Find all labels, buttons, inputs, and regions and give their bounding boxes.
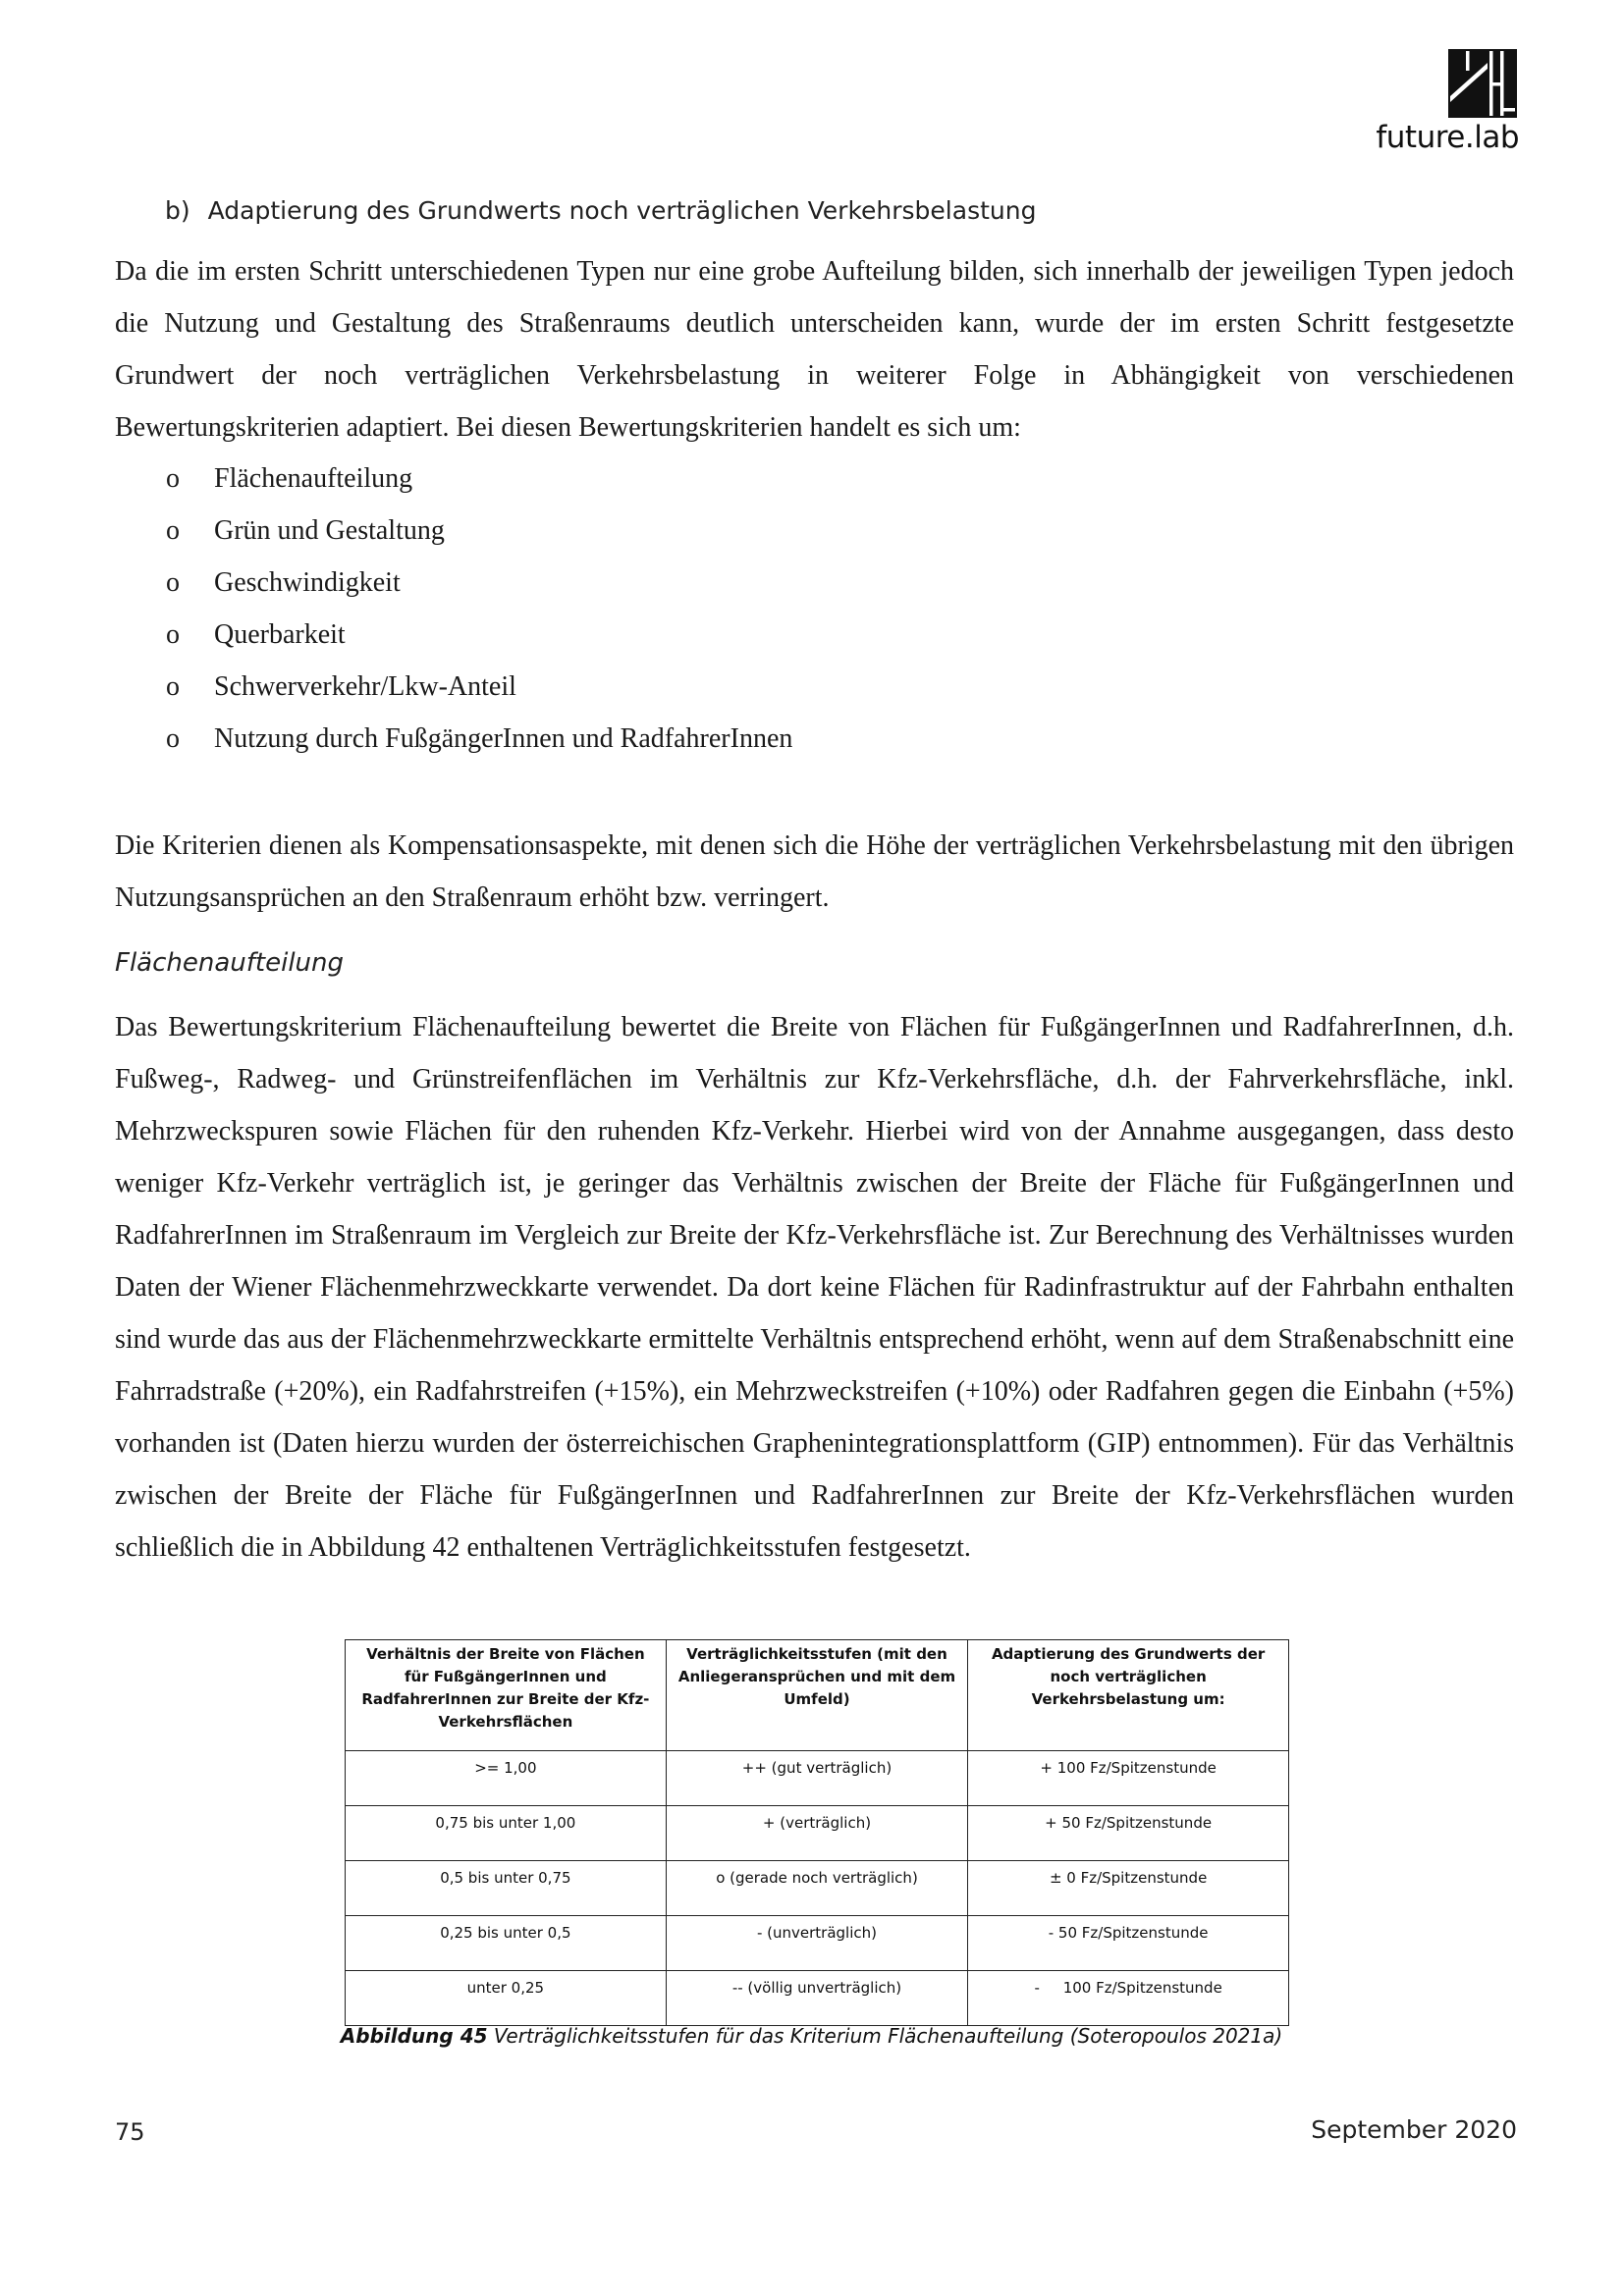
table-header-row xyxy=(346,1640,1289,1751)
table-header-cell: Verhältnis der Breite von Flächen für FußgängerInnen und RadfahrerInnen zur Breite der Kfz-Verkehrsflächen xyxy=(346,1640,667,1751)
table-header-cell: Verträglichkeitsstufen (mit den Anliegeransprüchen und mit dem Umfeld) xyxy=(666,1640,968,1751)
table-cell: 0,25 bis unter 0,5 xyxy=(346,1916,667,1971)
bullet-marker: o xyxy=(166,671,180,702)
table-cell: + (verträglich) xyxy=(666,1806,968,1861)
table-cell: - 50 Fz/Spitzenstunde xyxy=(968,1916,1289,1971)
future-lab-logo xyxy=(1347,49,1519,159)
caption-label: Abbildung 45 xyxy=(340,2024,488,2048)
table-cell: - (unverträglich) xyxy=(666,1916,968,1971)
list-item: o Nutzung durch FußgängerInnen und RadfahrerInnen xyxy=(115,713,792,765)
table-header-cell: Adaptierung des Grundwerts der noch verträglichen Verkehrsbelastung um: xyxy=(968,1640,1289,1751)
table-cell: unter 0,25 xyxy=(346,1971,667,2026)
section-heading: Flächenaufteilung xyxy=(115,948,345,978)
figure-caption xyxy=(0,2024,1623,2048)
compatibility-table xyxy=(345,1639,1289,2026)
table-cell: o (gerade noch verträglich) xyxy=(666,1861,968,1916)
compensation-paragraph: Die Kriterien dienen als Kompensationsaspekte, mit denen sich die Höhe der verträglichen Verkehrsbelastung mit den übrigen Nutzungsansprüchen an den Straßenraum erhöht bzw. verringert. xyxy=(115,830,1514,913)
bullet-marker: o xyxy=(166,515,180,546)
bullet-marker: o xyxy=(166,619,180,650)
list-item: o Querbarkeit xyxy=(115,609,792,661)
table-cell: 0,75 bis unter 1,00 xyxy=(346,1806,667,1861)
subheading xyxy=(165,196,1036,225)
list-item: o Flächenaufteilung xyxy=(115,453,792,505)
criteria-list xyxy=(115,453,792,765)
table-cell: ++ (gut verträglich) xyxy=(666,1751,968,1806)
caption-text: Verträglichkeitsstufen für das Kriterium Flächenaufteilung (Soteropoulos 2021a) xyxy=(487,2024,1283,2048)
area-paragraph: Das Bewertungskriterium Flächenaufteilung bewertet die Breite von Flächen für FußgängerInnen und RadfahrerInnen, d.h. Fußweg-, Radweg- und Grünstreifenflächen im Verhältnis zur Kfz-Verkehrsfläche, d.h. der Fahrverkehrsfläche, inkl. Mehrzweckspuren sowie Flächen für den ruhenden Kfz-Verkehr. Hierbei wird von der Annahme ausgegangen, dass desto weniger Kfz-Verkehr verträglich ist, je geringer das Verhältnis zwischen der Breite der Fläche für FußgängerInnen und RadfahrerInnen im Straßenraum im Vergleich zur Breite der Kfz-Verkehrsfläche ist. Zur Berechnung des Verhältnisses wurden Daten der Wiener Flächenmehrzweckkarte verwendet. Da dort keine Flächen für Radinfrastruktur auf der Fahrbahn enthalten sind wurde das aus der Flächenmehrzweckkarte ermittelte Verhältnis entsprechend erhöht, wenn auf dem Straßenabschnitt eine Fahrradstraße (+20%), ein Radfahrstreifen (+15%), ein Mehrzweckstreifen (+10%) oder Radfahren gegen die Einbahn (+5%) vorhanden ist (Daten hierzu wurden der österreichischen Graphenintegrationsplattform (GIP) entnommen). Für das Verhältnis zwischen der Breite der Fläche für FußgängerInnen und RadfahrerInnen zur Breite der Kfz-Verkehrsflächen wurden schließlich die in Abbildung 42 enthaltenen Verträglichkeitsstufen festgesetzt. xyxy=(115,1012,1514,1563)
list-item: o Schwerverkehr/Lkw-Anteil xyxy=(115,661,792,713)
future-lab-logo-icon xyxy=(1448,49,1517,118)
table-cell: - 100 Fz/Spitzenstunde xyxy=(968,1971,1289,2026)
table-cell: 0,5 bis unter 0,75 xyxy=(346,1861,667,1916)
bullet-marker: o xyxy=(166,463,180,494)
table-cell: + 50 Fz/Spitzenstunde xyxy=(968,1806,1289,1861)
table-cell: -- (völlig unverträglich) xyxy=(666,1971,968,2026)
table-cell: ± 0 Fz/Spitzenstunde xyxy=(968,1861,1289,1916)
bullet-marker: o xyxy=(166,567,180,598)
subheading-number: b) xyxy=(165,196,190,225)
table-row xyxy=(346,1806,1289,1861)
table-cell: + 100 Fz/Spitzenstunde xyxy=(968,1751,1289,1806)
logo-text: future.lab xyxy=(1376,120,1519,155)
intro-paragraph: Da die im ersten Schritt unterschiedenen Typen nur eine grobe Aufteilung bilden, sich innerhalb der jeweiligen Typen jedoch die Nutzung und Gestaltung des Straßenraums deutlich unterscheiden kann, wurde der im ersten Schritt festgesetzte Grundwert der noch verträglichen Verkehrsbelastung in weiterer Folge in Abhängigkeit von verschiedenen Bewertungskriterien adaptiert. Bei diesen Bewertungskriterien handelt es sich um: xyxy=(115,256,1514,443)
page-number: 75 xyxy=(115,2118,145,2146)
subheading-text: Adaptierung des Grundwerts noch verträglichen Verkehrsbelastung xyxy=(207,196,1037,225)
list-item: o Grün und Gestaltung xyxy=(115,505,792,557)
table-row xyxy=(346,1971,1289,2026)
footer-date: September 2020 xyxy=(1311,2115,1517,2144)
list-item: o Geschwindigkeit xyxy=(115,557,792,609)
bullet-marker: o xyxy=(166,723,180,754)
table-row xyxy=(346,1751,1289,1806)
table-row xyxy=(346,1916,1289,1971)
table-row xyxy=(346,1861,1289,1916)
table-cell: >= 1,00 xyxy=(346,1751,667,1806)
